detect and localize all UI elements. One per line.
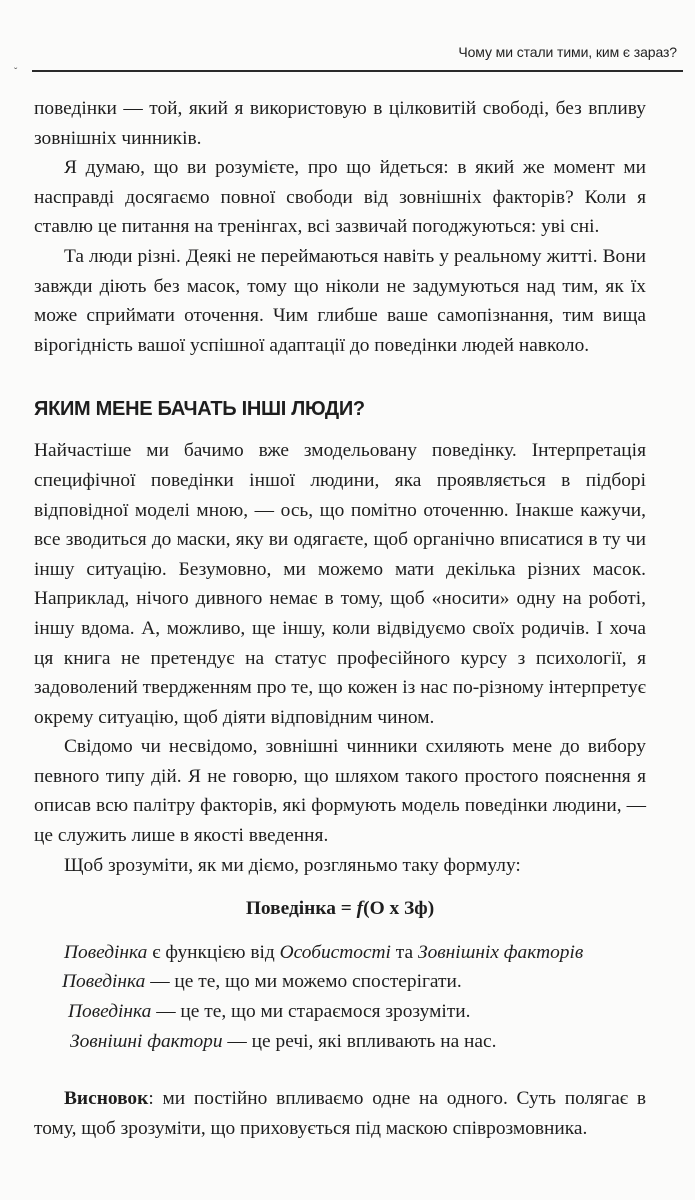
formula-rhs: (О х Зф) [363,898,435,920]
definition-term: Зовнішніх факторів [417,941,584,963]
paragraph: Щоб зрозуміти, як ми діємо, розгляньмо таку формулу: [64,854,521,876]
formula-lhs: Поведінка = [245,898,357,920]
page-body [34,94,646,1143]
paragraph: поведінки — той, який я використовую в цілковитій свободі, без впливу зовнішніх чинників. [34,98,646,149]
definition-line [34,967,646,997]
definition-text: — це те, що ми стараємося зрозуміти. [151,1001,471,1023]
definition-term: Поведінка [68,1001,152,1023]
definition-term: Поведінка [64,941,148,963]
paragraph: Та люди різні. Деякі не переймаються навіть у реальному житті. Вони завжди діють без масок, тому що ніколи не задумуються над тим, як їх може сприймати оточення. Чим глибше ваше самопізнання, тим вища вірогідність вашої успішної адаптації до поведінки людей навколо. [34,245,646,356]
definition-term: Особистості [279,941,391,963]
formula-function: f [356,898,364,920]
header-rule [32,70,683,72]
running-header: Чому ми стали тими, ким є зараз? [458,44,677,60]
definition-term: Поведінка [62,971,146,993]
definition-text: — це те, що ми можемо спостерігати. [145,971,462,993]
definition-line [34,938,646,968]
definition-text: та [390,941,418,963]
conclusion-text: : ми постійно впливаємо одне на одного. Суть полягає в тому, щоб зрозуміти, що приховується під маскою співрозмовника. [34,1088,646,1139]
definition-term: Зовнішні фактори [70,1030,223,1052]
paragraph: Я думаю, що ви розумієте, про що йдеться: в який же момент ми насправді досягаємо повної свободи від зовнішніх факторів? Коли я ставлю це питання на тренінгах, всі зазвичай погоджуються: уві сні. [34,157,646,238]
conclusion-label: Висновок [64,1088,149,1110]
definition-text: — це речі, які впливають на нас. [222,1030,497,1052]
definition-line [34,997,646,1027]
section-heading: ЯКИМ МЕНЕ БАЧАТЬ ІНШІ ЛЮДИ? [34,398,365,421]
definition-text: є функцією від [147,941,280,963]
conclusion-paragraph [34,1084,646,1143]
paragraph: Свідомо чи несвідомо, зовнішні чинники схиляють мене до вибору певного типу дій. Я не говорю, що шляхом такого простого пояснення я описав всю палітру факторів, які формують модель поведінки людини, — це служить лише в якості введення. [34,736,646,847]
margin-mark: ˇ [14,67,18,78]
paragraph: Найчастіше ми бачимо вже змодельовану поведінку. Інтерпретація специфічної поведінки іншої людини, яка проявляється в підборі відповідної моделі мною, — ось, що помітно оточенню. Інакше кажучи, все зводиться до маски, яку ви одягаєте, щоб органічно вписатися в ту чи іншу ситуацію. Безумовно, ми можемо мати декілька різних масок. Наприклад, нічого дивного немає в тому, щоб «носити» одну на роботі, іншу вдома. А, можливо, ще іншу, коли відвідуємо своїх родичів. І хоча ця книга не претендує на статус професійного курсу з психології, я задоволений твердженням про те, що кожен із нас по-різному інтерпретує окрему ситуацію, щоб діяти відповідним чином. [34,440,646,728]
definition-line [34,1027,646,1057]
formula [34,894,646,924]
